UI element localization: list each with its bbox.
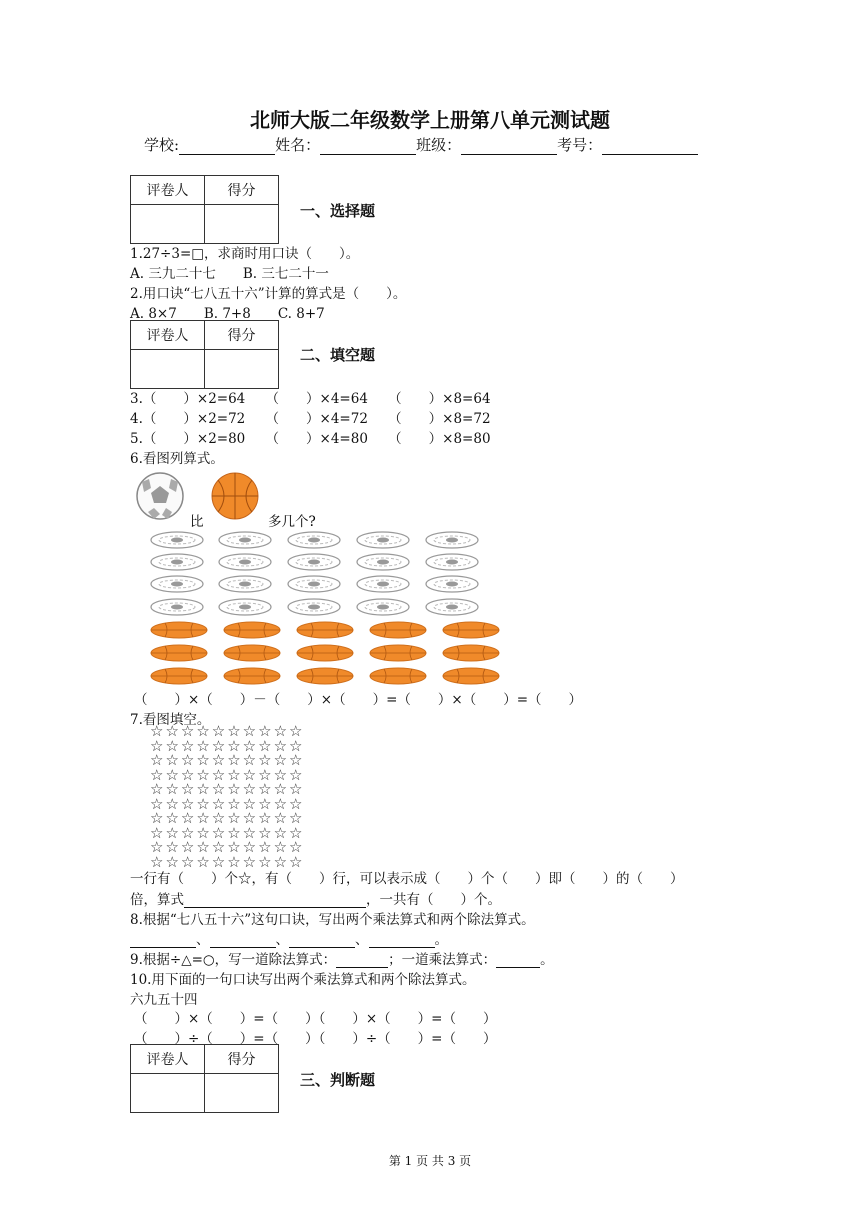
- school-blank[interactable]: [179, 138, 275, 155]
- separator: 、: [355, 932, 369, 948]
- grader-header: 评卷人: [131, 321, 205, 350]
- question-2: 2.用口诀“七八五十六”计算的算式是（ ）。: [130, 286, 407, 302]
- q9-part-a: 9.根据÷△=○，写一道除法算式：: [130, 952, 337, 968]
- question-8-blanks: [130, 928, 448, 948]
- score-cell[interactable]: [205, 1074, 279, 1113]
- score-header: 得分: [205, 321, 279, 350]
- question-7-line-1: 一行有（ ）个☆，有（ ）行，可以表示成（ ）个（ ）即（ ）的（ ）: [130, 871, 684, 887]
- class-label: 班级：: [416, 136, 462, 154]
- question-10-line-2: （ ）÷（ ）=（ ）（ ）÷（ ）=（ ）: [134, 1031, 497, 1047]
- question-1: 1.27÷3=□，求商时用口诀（ ）。: [130, 246, 360, 262]
- q9-part-b: ；一道乘法算式：: [388, 952, 497, 968]
- number-blank[interactable]: [602, 138, 698, 155]
- section-title-3: 三、判断题: [300, 1071, 376, 1089]
- question-7-line-2: [130, 888, 501, 908]
- grader-cell[interactable]: [131, 350, 205, 389]
- question-6-formula: （ ）×（ ）－（ ）×（ ）=（ ）×（ ）=（ ）: [134, 692, 583, 708]
- q9-part-c: 。: [540, 952, 554, 968]
- score-cell[interactable]: [205, 205, 279, 244]
- question-2-options: A. 8×7 B. 7+8 C. 8+7: [130, 306, 325, 322]
- question-10-line-1: （ ）×（ ）=（ ）（ ）×（ ）=（ ）: [134, 1011, 497, 1027]
- question-3: 3.（ ）×2=64 （ ）×4=64 （ ）×8=64: [130, 391, 491, 407]
- section-title-1: 一、选择题: [300, 202, 376, 220]
- grader-header: 评卷人: [131, 176, 205, 205]
- q9-multiplication-blank[interactable]: [496, 953, 540, 968]
- question-8: 8.根据“七八五十六”这句口诀，写出两个乘法算式和两个除法算式。: [130, 912, 535, 928]
- score-table-1: [130, 175, 279, 244]
- q8-blank-1[interactable]: [130, 933, 196, 948]
- score-header: 得分: [205, 176, 279, 205]
- question-6: 6.看图列算式。: [130, 451, 224, 467]
- q7-line2-prefix: 倍，算式: [130, 892, 184, 908]
- question-1-options: A. 三九二十七 B. 三七二十一: [130, 266, 329, 282]
- question-9: [130, 948, 554, 968]
- basketball-icon: [212, 473, 258, 519]
- grader-cell[interactable]: [131, 205, 205, 244]
- section-title-2: 二、填空题: [300, 346, 376, 364]
- soccer-ball-icon: [137, 473, 183, 519]
- star-grid: ☆☆☆☆☆☆☆☆☆☆ ☆☆☆☆☆☆☆☆☆☆ ☆☆☆☆☆☆☆☆☆☆ ☆☆☆☆☆☆☆☆☆☆ ☆☆☆☆☆☆☆☆☆☆ ☆☆☆☆☆☆☆☆☆☆ ☆☆☆☆☆☆☆☆☆☆ ☆☆☆☆☆☆☆☆☆☆ ☆☆☆☆☆☆☆☆☆☆ ☆☆☆☆☆☆☆☆☆☆: [150, 722, 305, 871]
- score-table-3: [130, 1044, 279, 1113]
- name-label: 姓名：: [275, 136, 321, 154]
- soccer-ball-rows: [151, 532, 478, 615]
- q7-formula-blank[interactable]: [184, 893, 366, 908]
- q9-division-blank[interactable]: [336, 953, 388, 968]
- grader-header: 评卷人: [131, 1045, 205, 1074]
- question-10: 10.用下面的一句口诀写出两个乘法算式和两个除法算式。: [130, 972, 476, 988]
- basketball-rows: [151, 622, 499, 684]
- q8-blank-4[interactable]: [369, 933, 435, 948]
- separator: 、: [196, 932, 210, 948]
- number-label: 考号：: [557, 136, 603, 154]
- how-many-more-label: 多几个?: [268, 514, 316, 530]
- question-4: 4.（ ）×2=72 （ ）×4=72 （ ）×8=72: [130, 411, 491, 427]
- score-header: 得分: [205, 1045, 279, 1074]
- q7-line2-suffix: ，一共有（ ）个。: [366, 892, 501, 908]
- class-blank[interactable]: [461, 138, 557, 155]
- score-cell[interactable]: [205, 350, 279, 389]
- page-title: 北师大版二年级数学上册第八单元测试题: [250, 108, 610, 132]
- separator: 、: [275, 932, 289, 948]
- question-10-rhyme: 六九五十四: [130, 992, 198, 1008]
- student-info-line: [144, 134, 698, 155]
- question-5: 5.（ ）×2=80 （ ）×4=80 （ ）×8=80: [130, 431, 491, 447]
- page-footer: 第 1 页 共 3 页: [388, 1154, 472, 1168]
- q8-blank-3[interactable]: [289, 933, 355, 948]
- question-6-figure: [130, 468, 510, 690]
- question-7: 7.看图填空。: [130, 712, 211, 728]
- q8-blank-2[interactable]: [210, 933, 276, 948]
- compare-label: 比: [190, 514, 204, 530]
- school-label: 学校:: [144, 136, 180, 154]
- period: 。: [434, 932, 448, 948]
- grader-cell[interactable]: [131, 1074, 205, 1113]
- name-blank[interactable]: [320, 138, 416, 155]
- score-table-2: [130, 320, 279, 389]
